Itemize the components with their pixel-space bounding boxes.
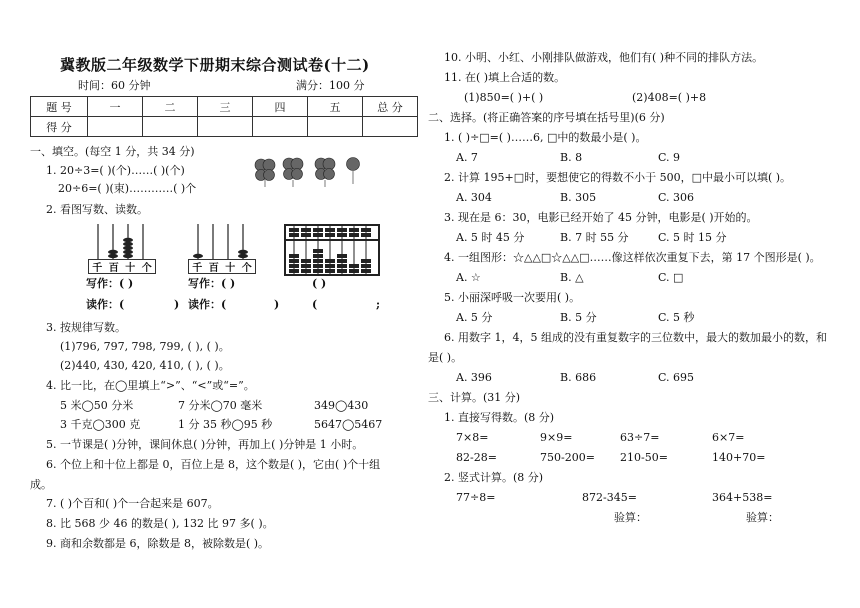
compare-item: 3 千克◯300 克 bbox=[60, 418, 141, 431]
choice-3: 3. 现在是 6：30，电影已经开始了 45 分钟，电影是( )开始的。 bbox=[444, 211, 758, 224]
calc-1-title: 1. 直接写得数。(8 分) bbox=[444, 411, 555, 424]
choice-option: B. △ bbox=[560, 271, 584, 284]
score-cell[interactable] bbox=[88, 117, 143, 137]
compare-item: 7 分米◯70 毫米 bbox=[178, 399, 263, 412]
compare-item: 5 米◯50 分米 bbox=[60, 399, 134, 412]
place-label: 十 bbox=[225, 263, 236, 274]
score-cell[interactable] bbox=[308, 117, 363, 137]
choice-6a: 6. 用数字 1，4，5 组成的没有重复数字的三位数中，最大的数加最小的数，和 bbox=[444, 331, 827, 344]
suanpan-abacus bbox=[284, 224, 380, 276]
abacus-1 bbox=[88, 222, 156, 260]
question-6b: 成。 bbox=[30, 478, 52, 491]
calc-item: 7×8= bbox=[456, 431, 489, 444]
place-label: 百 bbox=[108, 263, 119, 274]
vertical-calc-item: 77÷8= bbox=[456, 491, 496, 504]
score-cell[interactable] bbox=[253, 117, 308, 137]
abacus-1-read: 读作：( bbox=[86, 298, 125, 311]
section-2-title: 二、选择。(将正确答案的序号填在括号里)(6 分) bbox=[428, 111, 665, 124]
score-cell[interactable] bbox=[363, 117, 418, 137]
score-cell[interactable] bbox=[143, 117, 198, 137]
choice-option: C. 5 秒 bbox=[658, 311, 695, 324]
balloon-bunch-icon bbox=[283, 158, 303, 180]
compare-item: 349◯430 bbox=[314, 399, 369, 412]
place-label: 百 bbox=[208, 263, 219, 274]
choice-option: B. 8 bbox=[560, 151, 583, 164]
question-1b: 20÷6=( )(束)…………( )个 bbox=[58, 182, 197, 195]
balloon-bunch-icon bbox=[315, 158, 335, 180]
score-cell[interactable] bbox=[198, 117, 253, 137]
place-label: 千 bbox=[192, 263, 203, 274]
question-6a: 6. 个位上和十位上都是 0，百位上是 8，这个数是( )，它由( )个十组 bbox=[46, 458, 381, 471]
question-9: 9. 商和余数都是 6，除数是 8，被除数是( )。 bbox=[46, 537, 270, 550]
calc-item: 750-200= bbox=[540, 451, 595, 464]
choice-option: A. 5 时 45 分 bbox=[456, 231, 525, 244]
question-3-2: (2)440, 430, 420, 410, ( ), ( )。 bbox=[60, 359, 230, 372]
calc-2-title: 2. 竖式计算。(8 分) bbox=[444, 471, 544, 484]
check-label: 验算： bbox=[746, 511, 779, 524]
choice-option: C. 9 bbox=[658, 151, 681, 164]
choice-option: A. ☆ bbox=[456, 271, 481, 284]
score-header-cell: 总 分 bbox=[363, 97, 418, 117]
question-2: 2. 看图写数、读数。 bbox=[46, 203, 148, 216]
score-header-cell: 三 bbox=[198, 97, 253, 117]
question-5: 5. 一节课是( )分钟，课间休息( )分钟，再加上( )分钟是 1 小时。 bbox=[46, 438, 364, 451]
vertical-calc-item: 872-345= bbox=[582, 491, 637, 504]
score-header-cell: 四 bbox=[253, 97, 308, 117]
abacus-2-read-close: ) bbox=[274, 298, 280, 311]
question-11-2: (2)408=( )+8 bbox=[632, 91, 707, 104]
calc-item: 63÷7= bbox=[620, 431, 660, 444]
section-1-title: 一、填空。(每空 1 分，共 34 分) bbox=[30, 145, 195, 158]
choice-4: 4. 一组图形：☆△△□☆△△□……像这样依次重复下去，第 17 个图形是( )。 bbox=[444, 251, 821, 264]
question-3-1: (1)796, 797, 798, 799, ( ), ( )。 bbox=[60, 340, 230, 353]
question-8: 8. 比 568 少 46 的数是( ), 132 比 97 多( )。 bbox=[46, 517, 274, 530]
abacus-1-read-close: ) bbox=[174, 298, 180, 311]
calc-item: 9×9= bbox=[540, 431, 573, 444]
score-header-cell: 二 bbox=[143, 97, 198, 117]
time-limit: 时间：60 分钟 bbox=[78, 79, 151, 92]
abacus-1-write: 写作：( ) bbox=[86, 277, 134, 290]
place-value-labels bbox=[188, 259, 256, 274]
place-value-labels bbox=[88, 259, 156, 274]
suanpan-read-open: ( bbox=[312, 298, 318, 311]
vertical-calc-item: 364+538= bbox=[712, 491, 773, 504]
balloon-bunch-icon bbox=[255, 159, 275, 181]
question-1a: 1. 20÷3=( )(个)……( )(个) bbox=[46, 164, 185, 177]
choice-option: A. 5 分 bbox=[456, 311, 493, 324]
question-11-1: (1)850=( )+( ) bbox=[464, 91, 544, 104]
calc-item: 210-50= bbox=[620, 451, 668, 464]
calc-item: 82-28= bbox=[456, 451, 497, 464]
balloons-illustration bbox=[253, 154, 368, 188]
place-label: 个 bbox=[141, 263, 152, 274]
choice-option: B. 686 bbox=[560, 371, 597, 384]
question-3: 3. 按规律写数。 bbox=[46, 321, 126, 334]
place-label: 千 bbox=[92, 263, 103, 274]
score-table-score-row bbox=[31, 117, 418, 137]
score-row-label: 得 分 bbox=[31, 117, 88, 137]
score-table-header-row bbox=[31, 97, 418, 117]
choice-option: C. 306 bbox=[658, 191, 695, 204]
suanpan-write: ( ) bbox=[312, 277, 327, 290]
abacus-2-read: 读作：( bbox=[188, 298, 227, 311]
choice-5: 5. 小丽深呼吸一次要用( )。 bbox=[444, 291, 581, 304]
abacus-2 bbox=[188, 222, 256, 260]
choice-option: B. 7 时 55 分 bbox=[560, 231, 629, 244]
score-header-cell: 五 bbox=[308, 97, 363, 117]
check-label: 验算： bbox=[614, 511, 647, 524]
choice-option: B. 5 分 bbox=[560, 311, 597, 324]
score-header-cell: 题 号 bbox=[31, 97, 88, 117]
choice-option: C. □ bbox=[658, 271, 684, 284]
choice-option: A. 304 bbox=[456, 191, 492, 204]
compare-item: 5647◯5467 bbox=[314, 418, 383, 431]
score-table bbox=[30, 96, 418, 137]
section-3-title: 三、计算。(31 分) bbox=[428, 391, 521, 404]
compare-item: 1 分 35 秒◯95 秒 bbox=[178, 418, 273, 431]
question-4: 4. 比一比，在◯里填上“>”、“<”或“=”。 bbox=[46, 379, 255, 392]
score-header-cell: 一 bbox=[88, 97, 143, 117]
calc-item: 6×7= bbox=[712, 431, 745, 444]
choice-option: B. 305 bbox=[560, 191, 597, 204]
question-7: 7. ( )个百和( )个一合起来是 607。 bbox=[46, 497, 219, 510]
choice-option: A. 7 bbox=[456, 151, 478, 164]
calc-item: 140+70= bbox=[712, 451, 766, 464]
choice-option: C. 695 bbox=[658, 371, 695, 384]
choice-1: 1. ( )÷□=( )……6, □中的数最小是( )。 bbox=[444, 131, 647, 144]
choice-6b: 是( )。 bbox=[428, 351, 463, 364]
choice-option: A. 396 bbox=[456, 371, 492, 384]
page-title: 冀教版二年级数学下册期末综合测试卷(十二) bbox=[60, 56, 370, 74]
question-10: 10. 小明、小红、小刚排队做游戏，他们有( )种不同的排队方法。 bbox=[444, 51, 764, 64]
abacus-2-write: 写作：( ) bbox=[188, 277, 236, 290]
choice-2: 2. 计算 195+□时，要想使它的得数不小于 500，□中最小可以填( )。 bbox=[444, 171, 792, 184]
question-11: 11. 在( )填上合适的数。 bbox=[444, 71, 566, 84]
full-score: 满分：100 分 bbox=[296, 79, 365, 92]
balloon-icon bbox=[347, 158, 360, 171]
place-label: 个 bbox=[241, 263, 252, 274]
choice-option: C. 5 时 15 分 bbox=[658, 231, 727, 244]
suanpan-read-close: ; bbox=[376, 298, 381, 311]
place-label: 十 bbox=[125, 263, 136, 274]
